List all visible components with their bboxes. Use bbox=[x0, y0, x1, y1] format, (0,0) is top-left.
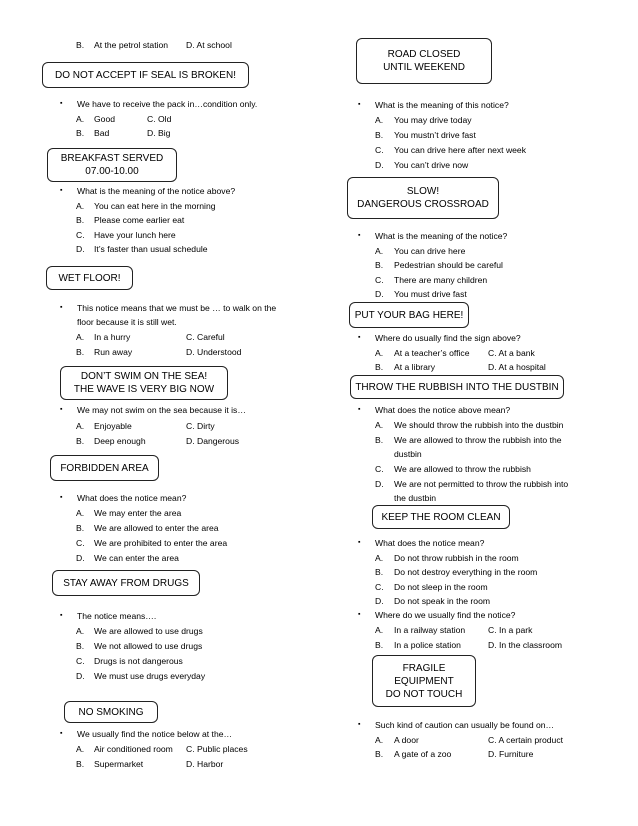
notice-slow-box bbox=[347, 177, 499, 219]
notice-breakfast-box bbox=[47, 148, 177, 182]
option-text: We may enter the area bbox=[94, 508, 182, 518]
bullet-icon: ▪ bbox=[60, 612, 63, 619]
option-letter: B. bbox=[375, 260, 384, 270]
bullet-icon: ▪ bbox=[60, 187, 63, 194]
option-text: C. At a bank bbox=[488, 348, 535, 358]
option-letter: B. bbox=[76, 641, 85, 651]
option-letter: A. bbox=[375, 553, 384, 563]
option-text: Do not throw rubbish in the room bbox=[394, 553, 519, 563]
notice-text: BREAKFAST SERVED bbox=[60, 153, 164, 164]
option-text: We should throw the rubbish into the dustbin bbox=[394, 420, 564, 430]
option-text: You may drive today bbox=[394, 115, 472, 125]
notice-fragile-box bbox=[372, 655, 476, 707]
option-text: C. Old bbox=[147, 114, 172, 124]
option-letter: D. bbox=[76, 553, 85, 563]
option-letter: A. bbox=[76, 744, 85, 754]
notice-room-clean-box bbox=[372, 505, 510, 529]
option-text: Do not sleep in the room bbox=[394, 582, 488, 592]
notice-text: PUT YOUR BAG HERE! bbox=[354, 309, 464, 321]
notice-no-smoking-box bbox=[64, 701, 158, 723]
option-text: C. Public places bbox=[186, 744, 248, 754]
notice-text: DO NOT TOUCH bbox=[385, 688, 463, 700]
question-text: This notice means that we must be … to walk on the bbox=[77, 303, 277, 313]
bullet-icon: ▪ bbox=[358, 101, 361, 108]
notice-text: SLOW! bbox=[406, 186, 440, 197]
option-text: D. Understood bbox=[186, 347, 242, 357]
notice-text: WET FLOOR! bbox=[58, 272, 121, 284]
option-letter: A. bbox=[375, 246, 384, 256]
notice-text: ROAD CLOSED bbox=[387, 49, 461, 60]
notice-drugs-box bbox=[52, 570, 200, 596]
option-text: At a teacher’s office bbox=[394, 348, 470, 358]
option-text: D. Dangerous bbox=[186, 436, 240, 446]
option-letter: C. bbox=[375, 145, 384, 155]
option-text: C. Dirty bbox=[186, 421, 215, 431]
notice-text: DON’T SWIM ON THE SEA! bbox=[80, 371, 208, 382]
option-letter: C. bbox=[375, 582, 384, 592]
notice-text: FRAGILE bbox=[402, 662, 446, 674]
option-text: We are allowed to throw the rubbish into the bbox=[394, 435, 562, 445]
option-letter: A. bbox=[76, 114, 85, 124]
bullet-icon: ▪ bbox=[60, 730, 63, 737]
notice-text: EQUIPMENT bbox=[394, 675, 454, 687]
option-text: Deep enough bbox=[94, 436, 146, 446]
notice-swim-box bbox=[60, 366, 228, 400]
option-text: Run away bbox=[94, 347, 133, 357]
option-letter: B. bbox=[76, 347, 85, 357]
option-text: Have your lunch here bbox=[94, 230, 176, 240]
notice-text: FORBIDDEN AREA bbox=[60, 462, 149, 474]
option-letter: A. bbox=[375, 348, 384, 358]
notice-text: DANGEROUS CROSSROAD bbox=[357, 199, 489, 210]
option-letter: C. bbox=[76, 230, 85, 240]
notice-text: UNTIL WEEKEND bbox=[383, 62, 465, 73]
question-text: We have to receive the pack in…condition only. bbox=[77, 99, 258, 109]
option-text: There are many children bbox=[394, 275, 488, 285]
option-text: We must use drugs everyday bbox=[94, 671, 206, 681]
option-letter: B. bbox=[375, 130, 384, 140]
option-text: We are allowed to throw the rubbish bbox=[394, 464, 531, 474]
bullet-icon: ▪ bbox=[60, 494, 63, 501]
option-letter: B. bbox=[375, 640, 384, 650]
notice-wet-floor-box bbox=[46, 266, 133, 290]
question-text: What does the notice above mean? bbox=[375, 405, 511, 415]
notice-text: NO SMOKING bbox=[78, 706, 144, 718]
option-letter: D. bbox=[76, 671, 85, 681]
question-text: The notice means…. bbox=[77, 611, 157, 621]
option-letter: B. bbox=[76, 523, 85, 533]
bullet-icon: ▪ bbox=[358, 334, 361, 341]
option-letter: B. bbox=[76, 436, 85, 446]
option-text: Air conditioned room bbox=[94, 744, 173, 754]
question-text: Where do usually find the sign above? bbox=[375, 333, 521, 343]
option-letter: A. bbox=[375, 420, 384, 430]
option-text: C. A certain product bbox=[488, 735, 563, 745]
question-text: What does the notice mean? bbox=[77, 493, 187, 503]
option-letter: B. bbox=[76, 215, 85, 225]
question-text: We usually find the notice below at the… bbox=[77, 729, 233, 739]
option-text: the dustbin bbox=[394, 493, 437, 503]
bullet-icon: ▪ bbox=[358, 406, 361, 413]
option-text: Bad bbox=[94, 128, 110, 138]
option-text: In a hurry bbox=[94, 332, 131, 342]
question-text: Such kind of caution can usually be found on… bbox=[375, 720, 555, 730]
option-text: D. Furniture bbox=[488, 749, 534, 759]
option-text: D. In the classroom bbox=[488, 640, 563, 650]
option-text: Drugs is not dangerous bbox=[94, 656, 183, 666]
option-letter: B. bbox=[76, 40, 85, 50]
notice-bag-box bbox=[349, 302, 469, 328]
option-text: In a police station bbox=[394, 640, 461, 650]
option-text: At the petrol station bbox=[94, 40, 169, 50]
question-text: What is the meaning of the notice above? bbox=[77, 186, 236, 196]
option-text: At a library bbox=[394, 362, 436, 372]
bullet-icon: ▪ bbox=[60, 406, 63, 413]
notice-road-closed-box bbox=[356, 38, 492, 84]
option-letter: A. bbox=[375, 115, 384, 125]
option-text: D. At school bbox=[186, 40, 232, 50]
option-text: D. At a hospital bbox=[488, 362, 546, 372]
option-letter: B. bbox=[375, 362, 384, 372]
option-letter: C. bbox=[76, 656, 85, 666]
option-letter: A. bbox=[76, 332, 85, 342]
question-text: Where do we usually find the notice? bbox=[375, 610, 516, 620]
notice-text: STAY AWAY FROM DRUGS bbox=[63, 577, 189, 589]
notice-forbidden-box bbox=[50, 455, 159, 481]
option-text: We are allowed to enter the area bbox=[94, 523, 219, 533]
bullet-icon: ▪ bbox=[358, 232, 361, 239]
notice-text: KEEP THE ROOM CLEAN bbox=[381, 511, 501, 523]
notice-text: 07.00-10.00 bbox=[85, 166, 139, 177]
option-text: C. Careful bbox=[186, 332, 225, 342]
option-text: You can drive here bbox=[394, 246, 466, 256]
notice-text: DO NOT ACCEPT IF SEAL IS BROKEN! bbox=[55, 69, 236, 81]
option-text: You must drive fast bbox=[394, 289, 467, 299]
question-text: What does the notice mean? bbox=[375, 538, 485, 548]
bullet-icon: ▪ bbox=[358, 611, 361, 618]
option-text: We are allowed to use drugs bbox=[94, 626, 203, 636]
bullet-icon: ▪ bbox=[358, 539, 361, 546]
bullet-icon: ▪ bbox=[60, 304, 63, 311]
option-text: Do not speak in the room bbox=[394, 596, 491, 606]
option-text: dustbin bbox=[394, 449, 422, 459]
option-text: You can eat here in the morning bbox=[94, 201, 216, 211]
notice-seal-box bbox=[42, 62, 249, 88]
option-letter: A. bbox=[375, 625, 384, 635]
option-text: A gate of a zoo bbox=[394, 749, 452, 759]
option-letter: A. bbox=[76, 626, 85, 636]
option-text: We are prohibited to enter the area bbox=[94, 538, 228, 548]
option-text: D. Big bbox=[147, 128, 171, 138]
option-letter: D. bbox=[375, 289, 384, 299]
bullet-icon: ▪ bbox=[358, 721, 361, 728]
option-text: Enjoyable bbox=[94, 421, 132, 431]
bullet-icon: ▪ bbox=[60, 100, 63, 107]
option-letter: C. bbox=[375, 464, 384, 474]
option-letter: D. bbox=[375, 479, 384, 489]
option-text: Good bbox=[94, 114, 116, 124]
option-letter: C. bbox=[76, 538, 85, 548]
option-letter: B. bbox=[375, 749, 384, 759]
option-letter: B. bbox=[76, 128, 85, 138]
option-letter: B. bbox=[76, 759, 85, 769]
option-letter: B. bbox=[375, 567, 384, 577]
option-letter: A. bbox=[76, 421, 85, 431]
option-text: You can’t drive now bbox=[394, 160, 469, 170]
option-letter: A. bbox=[76, 201, 85, 211]
question-text: We may not swim on the sea because it is… bbox=[77, 405, 246, 415]
option-text: We are not permitted to throw the rubbish into bbox=[394, 479, 569, 489]
option-letter: D. bbox=[76, 244, 85, 254]
option-text: C. In a park bbox=[488, 625, 533, 635]
option-text: We can enter the area bbox=[94, 553, 179, 563]
option-text: D. Harbor bbox=[186, 759, 224, 769]
option-text: Do not destroy everything in the room bbox=[394, 567, 538, 577]
question-text: floor because it is still wet. bbox=[77, 317, 177, 327]
question-text: What is the meaning of this notice? bbox=[375, 100, 509, 110]
option-letter: A. bbox=[375, 735, 384, 745]
option-letter: C. bbox=[375, 275, 384, 285]
option-text: It’s faster than usual schedule bbox=[94, 244, 208, 254]
notice-text: THE WAVE IS VERY BIG NOW bbox=[73, 384, 215, 395]
option-text: Supermarket bbox=[94, 759, 144, 769]
option-letter: D. bbox=[375, 160, 384, 170]
option-letter: B. bbox=[375, 435, 384, 445]
option-text: In a railway station bbox=[394, 625, 466, 635]
notice-rubbish-box bbox=[350, 375, 564, 399]
option-text: We not allowed to use drugs bbox=[94, 641, 203, 651]
question-text: What is the meaning of the notice? bbox=[375, 231, 508, 241]
option-text: You mustn’t drive fast bbox=[394, 130, 476, 140]
option-text: Pedestrian should be careful bbox=[394, 260, 503, 270]
option-text: A door bbox=[394, 735, 419, 745]
option-text: Please come earlier eat bbox=[94, 215, 185, 225]
option-letter: D. bbox=[375, 596, 384, 606]
option-letter: A. bbox=[76, 508, 85, 518]
notice-text: THROW THE RUBBISH INTO THE DUSTBIN bbox=[355, 381, 559, 393]
option-text: You can drive here after next week bbox=[394, 145, 527, 155]
